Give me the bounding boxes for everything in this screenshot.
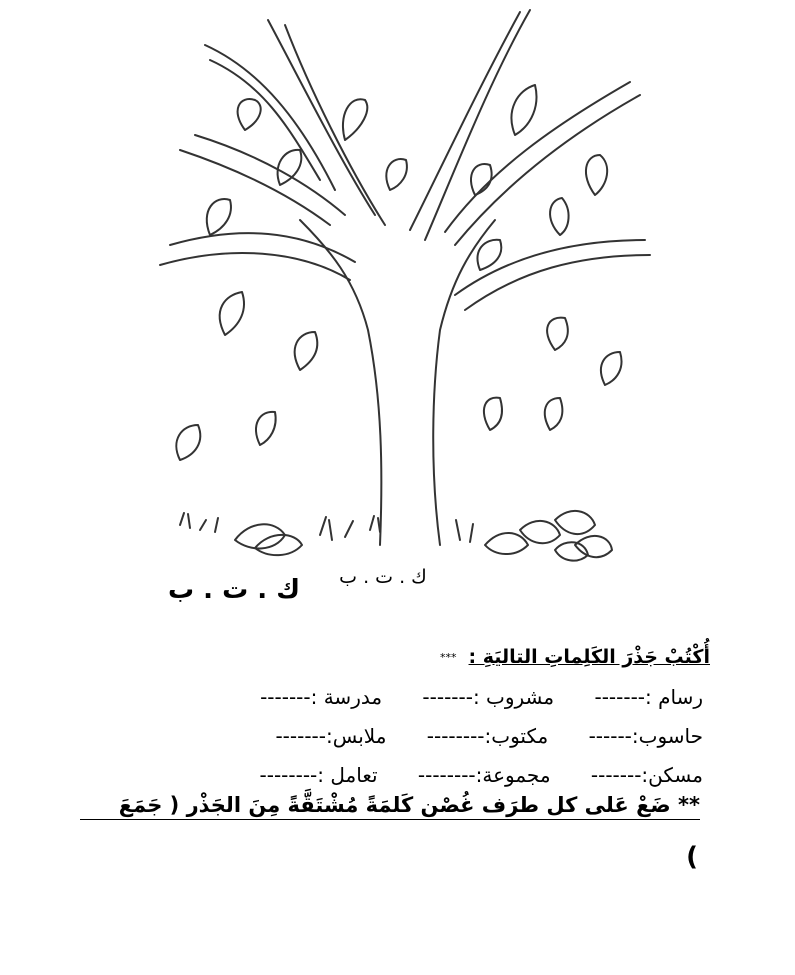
word-row xyxy=(275,724,703,748)
word-row xyxy=(260,685,703,709)
tree-illustration xyxy=(150,0,650,600)
instruction-closing-paren: ) xyxy=(686,842,698,872)
word-item: مدرسة :------- xyxy=(260,685,383,709)
word-item: ملابس:------- xyxy=(275,724,387,748)
word-item: مشروب :------- xyxy=(422,685,555,709)
word-item: رسام :------- xyxy=(594,685,703,709)
heading-title: أُكْتُبْ جَذْرَ الكَلِماتِ التاليَةِ : xyxy=(468,646,710,668)
exercise-heading xyxy=(440,646,710,668)
word-row xyxy=(260,763,703,787)
cut-off-text: ك . ت . ب xyxy=(168,575,301,605)
cut-off-text-line xyxy=(168,575,308,611)
word-item: مسكن:------- xyxy=(590,763,703,787)
word-item: مكتوب:-------- xyxy=(426,724,549,748)
instruction-text: ** ضَعْ عَلى كل طرَف غُصْن كَلمَةً مُشْتَقَّةً مِنَ الجَذْر ( جَمَعَ xyxy=(80,793,700,820)
root-letters: ك . ت . ب xyxy=(339,566,427,588)
heading-stars: *** xyxy=(439,651,457,664)
word-item: حاسوب:------ xyxy=(588,724,703,748)
word-item: مجموعة:-------- xyxy=(417,763,551,787)
word-item: تعامل :-------- xyxy=(259,763,378,787)
